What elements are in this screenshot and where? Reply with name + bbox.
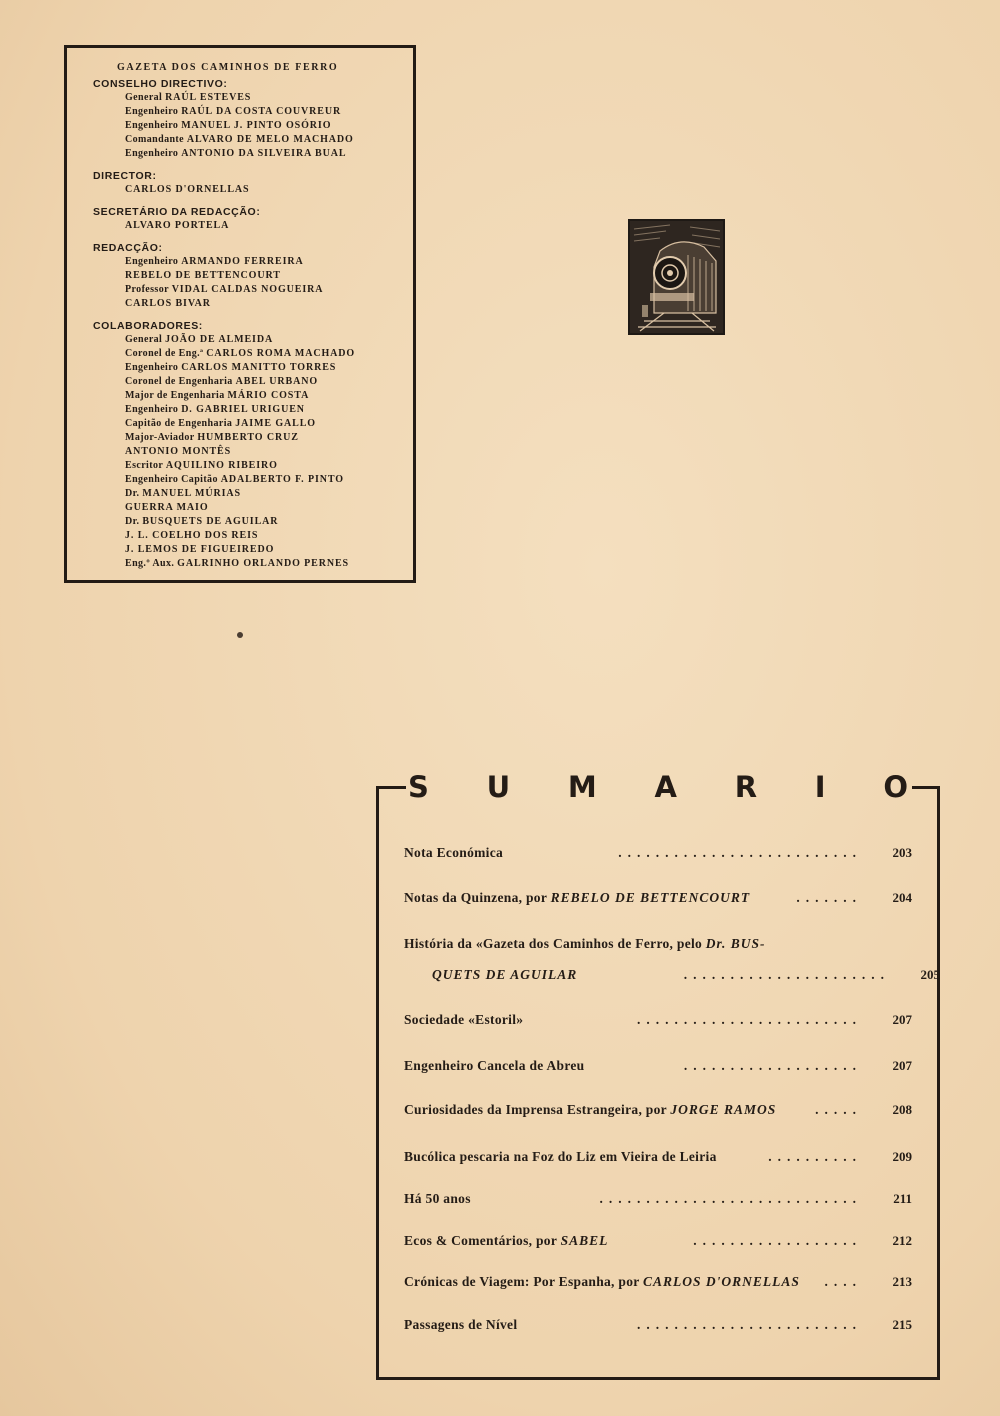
toc-entry (404, 1149, 914, 1165)
staff-role: Eng.º Aux. (125, 558, 175, 569)
toc-page-number: 203 (892, 845, 912, 860)
title-letter: M (567, 770, 597, 804)
staff-name: REBELO DE BETTENCOURT (125, 270, 281, 281)
staff-member (93, 417, 413, 431)
toc-author: Dr. BUS- (705, 936, 766, 951)
toc-page-number: 207 (892, 1058, 912, 1073)
staff-name: GALRINHO ORLANDO PERNES (177, 558, 349, 569)
toc-leader-dots: ........................ (637, 1012, 862, 1027)
staff-sections (93, 78, 413, 571)
staff-section (93, 170, 413, 197)
toc-title: Curiosidades da Imprensa Estrangeira, por (404, 1102, 667, 1117)
staff-section-heading: COLABORADORES: (93, 320, 203, 332)
staff-name: MÁRIO COSTA (227, 390, 310, 401)
toc-author: REBELO DE BETTENCOURT (550, 890, 751, 905)
staff-name: CARLOS ROMA MACHADO (206, 348, 356, 359)
staff-name: MANUEL MÚRIAS (142, 488, 242, 499)
toc-page-number: 207 (892, 1012, 912, 1027)
staff-member (93, 389, 413, 403)
staff-role: Capitão de Engenharia (125, 418, 233, 429)
staff-member (93, 473, 413, 487)
toc-leader-dots: .................. (693, 1233, 862, 1248)
staff-member (93, 543, 413, 557)
toc-entry (404, 1317, 914, 1333)
toc-page-number: 204 (892, 890, 912, 905)
toc-title: História da «Gazeta dos Caminhos de Ferro, pelo (404, 936, 703, 951)
staff-role: Comandante (125, 134, 185, 145)
toc-author: JORGE RAMOS (670, 1102, 777, 1117)
toc-title: Sociedade «Estoril» (404, 1012, 524, 1027)
staff-member (93, 361, 413, 375)
staff-name: RAÚL DA COSTA COUVREUR (181, 106, 342, 117)
staff-name: CARLOS BIVAR (125, 298, 211, 309)
staff-section-heading: CONSELHO DIRECTIVO: (93, 78, 228, 90)
toc-entry-text (404, 936, 766, 951)
toc-title: Crónicas de Viagem: Por Espanha, por (404, 1274, 640, 1289)
staff-section (93, 320, 413, 571)
staff-section-heading: SECRETÁRIO DA REDACÇÃO: (93, 206, 261, 218)
title-letter: U (486, 770, 511, 804)
locomotive-illustration (630, 221, 723, 333)
staff-name: ARMANDO FERREIRA (181, 256, 304, 267)
toc-entry (404, 1012, 914, 1028)
staff-section-heading: DIRECTOR: (93, 170, 157, 182)
toc-entry-text (404, 1102, 776, 1117)
toc-entry-text (404, 1317, 517, 1332)
staff-box (64, 45, 416, 583)
staff-name: ANTONIO MONTÊS (125, 446, 232, 457)
staff-name: J. L. COELHO DOS REIS (125, 530, 259, 541)
staff-name: CARLOS D'ORNELLAS (125, 184, 250, 195)
staff-role: Engenheiro (125, 362, 179, 373)
staff-name: D. GABRIEL URIGUEN (181, 404, 305, 415)
staff-name: ALVARO DE MELO MACHADO (186, 134, 354, 145)
toc-author: CARLOS D'ORNELLAS (643, 1274, 800, 1289)
staff-name: AQUILINO RIBEIRO (165, 460, 278, 471)
staff-name: ADALBERTO F. PINTO (220, 474, 344, 485)
staff-name: RAÚL ESTEVES (165, 92, 252, 103)
toc-title: Passagens de Nível (404, 1317, 518, 1332)
staff-role: Engenheiro (125, 106, 179, 117)
toc-title: Bucólica pescaria na Foz do Liz em Vieira de Leiria (404, 1149, 717, 1164)
toc-entry-text (432, 967, 577, 982)
staff-role: Dr. (125, 516, 140, 527)
staff-member (93, 347, 413, 361)
staff-name: MANUEL J. PINTO OSÓRIO (181, 120, 332, 131)
title-letter: O (883, 770, 908, 804)
staff-role: Escritor (125, 460, 164, 471)
staff-name: CARLOS MANITTO TORRES (181, 362, 337, 373)
staff-role: Dr. (125, 488, 140, 499)
staff-member (93, 557, 413, 571)
staff-member (93, 255, 413, 269)
toc-entry (404, 1274, 914, 1290)
staff-name: JOÃO DE ALMEIDA (165, 334, 274, 345)
staff-role: Engenheiro (125, 404, 179, 415)
toc-author: QUETS DE AGUILAR (432, 967, 578, 982)
staff-section (93, 242, 413, 311)
toc-entry (404, 936, 914, 952)
toc-entry-text (404, 1149, 717, 1164)
toc-entry (404, 1102, 914, 1118)
toc-title: Nota Económica (404, 845, 504, 860)
toc-entry-text (404, 845, 503, 860)
staff-name: BUSQUETS DE AGUILAR (142, 516, 279, 527)
staff-section (93, 206, 413, 233)
staff-section-heading: REDACÇÃO: (93, 242, 163, 254)
toc-leader-dots: ....... (796, 890, 862, 905)
staff-member (93, 297, 413, 311)
staff-member (93, 183, 413, 197)
staff-member (93, 403, 413, 417)
toc-entry-text (404, 1233, 608, 1248)
staff-member (93, 119, 413, 133)
title-letter: S (408, 770, 429, 804)
toc-leader-dots: ........................ (637, 1317, 862, 1332)
toc-page-number: 209 (892, 1149, 912, 1164)
summary-box (376, 788, 940, 1380)
toc-title: Há 50 anos (404, 1191, 471, 1206)
toc-entry (404, 1233, 914, 1249)
staff-name: VIDAL CALDAS NOGUEIRA (171, 284, 324, 295)
staff-member (93, 487, 413, 501)
staff-role: Major-Aviador (125, 432, 195, 443)
toc-leader-dots: .......................... (618, 845, 862, 860)
staff-name: ANTONIO DA SILVEIRA BUAL (181, 148, 347, 159)
toc-page-number: 215 (892, 1317, 912, 1332)
staff-member (93, 219, 413, 233)
toc-title: Engenheiro Cancela de Abreu (404, 1058, 585, 1073)
toc-entry-text (404, 890, 750, 905)
title-letter: R (734, 770, 758, 804)
staff-name: JAIME GALLO (235, 418, 316, 429)
staff-member (93, 459, 413, 473)
staff-member (93, 283, 413, 297)
toc-entry-text (404, 1274, 800, 1289)
toc-entry (404, 845, 914, 861)
staff-member (93, 91, 413, 105)
staff-name: ABEL URBANO (235, 376, 318, 387)
toc-page-number: 213 (892, 1274, 912, 1289)
staff-member (93, 105, 413, 119)
paper-speck (237, 632, 243, 638)
staff-role: Professor (125, 284, 169, 295)
toc-title: Ecos & Comentários, por (404, 1233, 557, 1248)
toc-entry-text (404, 1012, 523, 1027)
staff-member (93, 147, 413, 161)
staff-name: ALVARO PORTELA (125, 220, 230, 231)
toc-entry (432, 967, 942, 983)
staff-member (93, 431, 413, 445)
staff-member (93, 515, 413, 529)
staff-role: Engenheiro (125, 148, 179, 159)
toc-leader-dots: ...................... (683, 967, 890, 982)
toc-entry-text (404, 1058, 585, 1073)
toc-leader-dots: .......... (768, 1149, 862, 1164)
staff-role: Major de Engenharia (125, 390, 225, 401)
toc-leader-dots: .... (824, 1274, 862, 1289)
staff-member (93, 133, 413, 147)
staff-name: J. LEMOS DE FIGUEIREDO (125, 544, 275, 555)
staff-member (93, 333, 413, 347)
staff-member (93, 529, 413, 543)
toc-leader-dots: ............................ (599, 1191, 862, 1206)
toc-leader-dots: ................... (683, 1058, 862, 1073)
toc-page-number: 211 (893, 1191, 912, 1206)
staff-role: General (125, 334, 163, 345)
staff-role: Engenheiro (125, 120, 179, 131)
staff-role: Coronel de Eng.ª (125, 348, 204, 359)
toc-leader-dots: ..... (815, 1102, 862, 1117)
staff-member (93, 269, 413, 283)
staff-role: Engenheiro (125, 256, 179, 267)
toc-entry (404, 890, 914, 906)
staff-role: Engenheiro Capitão (125, 474, 218, 485)
toc-author: SABEL (560, 1233, 609, 1248)
title-letter: A (654, 770, 677, 804)
staff-role: General (125, 92, 163, 103)
title-letter: I (814, 770, 826, 804)
staff-member (93, 501, 413, 515)
toc-page-number: 208 (892, 1102, 912, 1117)
toc-page-number: 205 (920, 967, 940, 982)
staff-member (93, 445, 413, 459)
staff-section (93, 78, 413, 161)
toc-entry (404, 1058, 914, 1074)
staff-name: HUMBERTO CRUZ (197, 432, 299, 443)
toc-page-number: 212 (892, 1233, 912, 1248)
toc-title: Notas da Quinzena, por (404, 890, 547, 905)
staff-member (93, 375, 413, 389)
locomotive-woodcut-image (628, 219, 725, 335)
staff-role: Coronel de Engenharia (125, 376, 233, 387)
staff-name: GUERRA MAIO (125, 502, 209, 513)
toc-entry-text (404, 1191, 471, 1206)
toc-entry (404, 1191, 914, 1207)
staff-title: GAZETA DOS CAMINHOS DE FERRO (117, 62, 339, 73)
